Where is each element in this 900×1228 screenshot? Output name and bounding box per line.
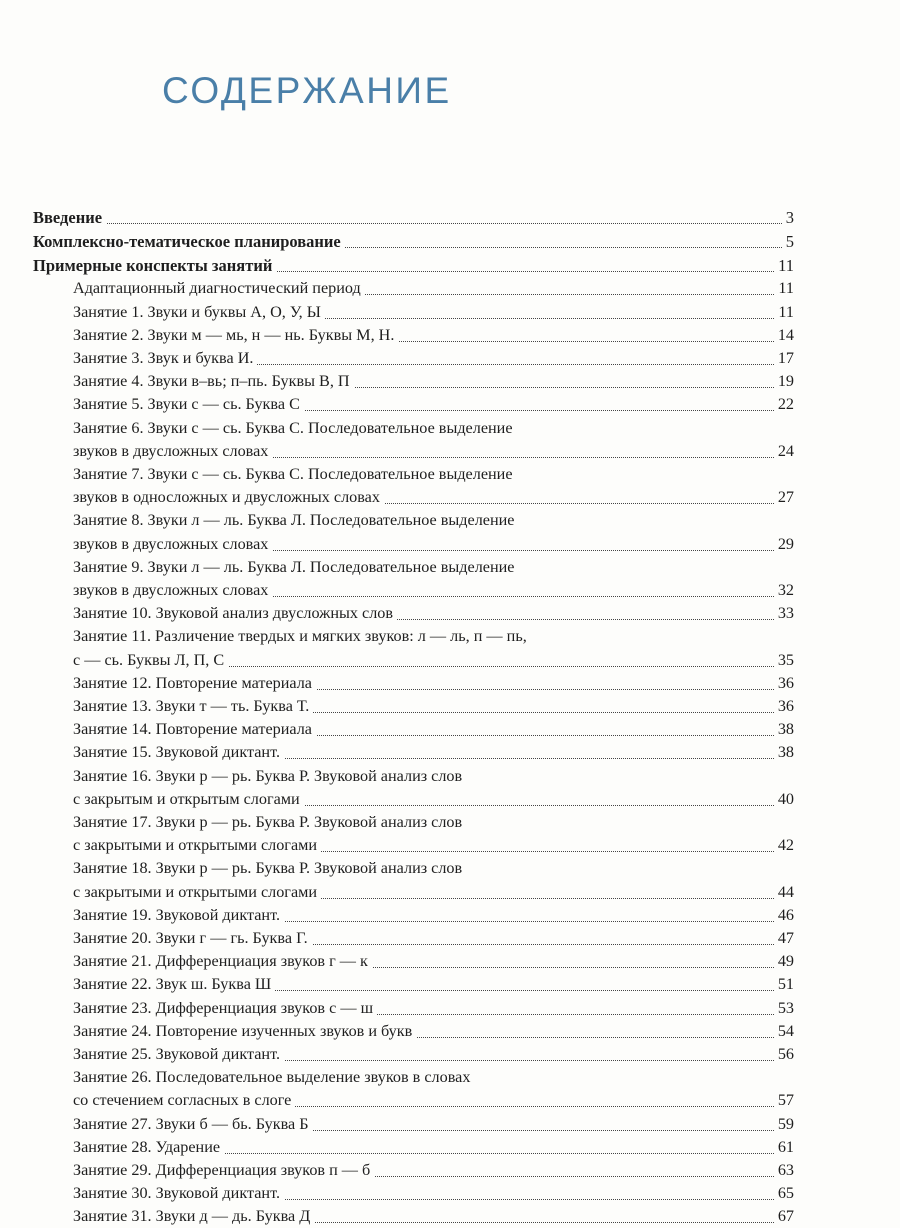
toc-entry-line xyxy=(0,695,900,718)
toc-page-number: 47 xyxy=(774,927,794,950)
toc-entry-line xyxy=(0,1043,900,1066)
toc-entry-label: Занятие 25. Звуковой диктант. xyxy=(73,1043,284,1066)
toc-entry-line xyxy=(0,463,900,486)
toc-entry-label: Занятие 11. Различение твердых и мягких звуков: л — ль, п — пь, xyxy=(73,625,531,648)
toc-page-number: 24 xyxy=(774,440,794,463)
toc-page-number: 11 xyxy=(774,301,794,324)
toc-entry-label: Занятие 20. Звуки г — гь. Буква Г. xyxy=(73,927,312,950)
toc-page-number: 57 xyxy=(774,1089,794,1112)
toc-page-number: 56 xyxy=(774,1043,794,1066)
toc-entry-label: Занятие 7. Звуки с — сь. Буква С. Последовательное выделение xyxy=(73,463,517,486)
toc-entry-line xyxy=(0,277,900,300)
toc-entry-label: Занятие 28. Ударение xyxy=(73,1136,224,1159)
toc-entry-label: с закрытыми и открытыми слогами xyxy=(73,834,321,857)
toc-page-number: 40 xyxy=(774,788,794,811)
toc-page-number: 22 xyxy=(774,393,794,416)
toc-entry-label: Занятие 18. Звуки р — рь. Буква Р. Звуковой анализ слов xyxy=(73,857,466,880)
toc-entry-label: Занятие 10. Звуковой анализ двусложных слов xyxy=(73,602,397,625)
toc-entry-label: Занятие 24. Повторение изученных звуков и букв xyxy=(73,1020,416,1043)
toc-entry-line xyxy=(0,718,900,741)
toc-entry-label: Занятие 27. Звуки б — бь. Буква Б xyxy=(73,1113,313,1136)
toc-entry-line xyxy=(0,602,900,625)
toc-entry-line xyxy=(0,1089,900,1112)
toc-page-number: 17 xyxy=(774,347,794,370)
toc-page-number: 42 xyxy=(774,834,794,857)
toc-page-number: 35 xyxy=(774,649,794,672)
toc-entry-line xyxy=(0,1182,900,1205)
toc-page-number: 46 xyxy=(774,904,794,927)
toc-entry-label: Занятие 31. Звуки д — дь. Буква Д xyxy=(73,1205,314,1228)
toc-page-number: 63 xyxy=(774,1159,794,1182)
toc-page-number: 49 xyxy=(774,950,794,973)
toc-entry-label: Примерные конспекты занятий xyxy=(33,254,276,277)
toc-entry-label: Занятие 4. Звуки в–вь; п–пь. Буквы В, П xyxy=(73,370,354,393)
toc-page-number: 36 xyxy=(774,672,794,695)
toc-entry-line xyxy=(0,765,900,788)
toc-entry-label: Занятие 3. Звук и буква И. xyxy=(73,347,257,370)
toc-entry-label: со стечением согласных в слоге xyxy=(73,1089,295,1112)
toc-entry-label: Занятие 17. Звуки р — рь. Буква Р. Звуковой анализ слов xyxy=(73,811,466,834)
toc-page-number: 11 xyxy=(774,277,794,300)
toc-entry-line xyxy=(0,230,900,253)
toc-page-number: 61 xyxy=(774,1136,794,1159)
toc-entry-label: Занятие 5. Звуки с — сь. Буква С xyxy=(73,393,304,416)
toc-entry-line xyxy=(0,857,900,880)
toc-entry-line xyxy=(0,811,900,834)
toc-entry-label: с закрытым и открытым слогами xyxy=(73,788,304,811)
toc-entry-line xyxy=(0,440,900,463)
toc-page-number: 51 xyxy=(774,973,794,996)
toc-entry-line xyxy=(0,927,900,950)
toc-entry-label: Занятие 13. Звуки т — ть. Буква Т. xyxy=(73,695,313,718)
toc-page-number: 3 xyxy=(782,206,794,229)
toc-entry-label: Занятие 16. Звуки р — рь. Буква Р. Звуковой анализ слов xyxy=(73,765,466,788)
toc-entry-line xyxy=(0,1159,900,1182)
toc-entry-label: звуков в двусложных словах xyxy=(73,579,272,602)
toc-entry-label: Занятие 26. Последовательное выделение звуков в словах xyxy=(73,1066,474,1089)
toc-entry-line xyxy=(0,625,900,648)
toc-page-number: 38 xyxy=(774,741,794,764)
toc-entry-line xyxy=(0,1205,900,1228)
toc-entry-label: Занятие 29. Дифференциация звуков п — б xyxy=(73,1159,374,1182)
toc-entry-label: Занятие 22. Звук ш. Буква Ш xyxy=(73,973,275,996)
toc-entry-line xyxy=(0,301,900,324)
toc-entry-line xyxy=(0,347,900,370)
toc-page-number: 32 xyxy=(774,579,794,602)
toc-entry-line xyxy=(0,393,900,416)
toc-entry-label: Занятие 9. Звуки л — ль. Буква Л. Последовательное выделение xyxy=(73,556,519,579)
toc-page-number: 5 xyxy=(782,230,794,253)
toc-page-number: 14 xyxy=(774,324,794,347)
toc-entry-label: Занятие 30. Звуковой диктант. xyxy=(73,1182,284,1205)
toc-entry-label: Занятие 6. Звуки с — сь. Буква С. Последовательное выделение xyxy=(73,417,517,440)
toc-entry-label: Адаптационный диагностический период xyxy=(73,277,365,300)
page-title: СОДЕРЖАНИЕ xyxy=(162,70,452,111)
toc-entry-label: Занятие 15. Звуковой диктант. xyxy=(73,741,284,764)
toc-page-number: 44 xyxy=(774,881,794,904)
toc-entry-line xyxy=(0,417,900,440)
toc-entry-line xyxy=(0,741,900,764)
toc-page-number: 53 xyxy=(774,997,794,1020)
toc-entry-label: Занятие 23. Дифференциация звуков с — ш xyxy=(73,997,377,1020)
toc-entry-label: Занятие 19. Звуковой диктант. xyxy=(73,904,284,927)
toc-entry-line xyxy=(0,649,900,672)
toc-entry-label: звуков в двусложных словах xyxy=(73,533,272,556)
toc-entry-line xyxy=(0,370,900,393)
toc-page-number: 38 xyxy=(774,718,794,741)
toc-page-number: 11 xyxy=(774,254,794,277)
toc-entry-line xyxy=(0,788,900,811)
toc-entry-label: Занятие 14. Повторение материала xyxy=(73,718,316,741)
toc-entry-label: Занятие 12. Повторение материала xyxy=(73,672,316,695)
toc-entry-line xyxy=(0,997,900,1020)
toc-page-number: 36 xyxy=(774,695,794,718)
toc-entry-label: Занятие 2. Звуки м — мь, н — нь. Буквы М, Н. xyxy=(73,324,398,347)
toc-page-number: 59 xyxy=(774,1113,794,1136)
toc-page-number: 67 xyxy=(774,1205,794,1228)
toc-entry-label: с — сь. Буквы Л, П, С xyxy=(73,649,228,672)
toc-entry-label: с закрытыми и открытыми слогами xyxy=(73,881,321,904)
toc-entry-line xyxy=(0,206,900,229)
toc-entry-line xyxy=(0,1020,900,1043)
toc-page-number: 27 xyxy=(774,486,794,509)
toc-entry-line xyxy=(0,1113,900,1136)
toc-entry-line xyxy=(0,556,900,579)
toc-entry-label: Занятие 1. Звуки и буквы А, О, У, Ы xyxy=(73,301,325,324)
toc-entry-label: звуков в односложных и двусложных словах xyxy=(73,486,384,509)
toc-entry-line xyxy=(0,533,900,556)
toc-entry-line xyxy=(0,904,900,927)
toc-page-number: 54 xyxy=(774,1020,794,1043)
toc-entry-line xyxy=(0,254,900,277)
toc-entry-line xyxy=(0,834,900,857)
toc-entry-line xyxy=(0,509,900,532)
toc-entry-label: Введение xyxy=(33,206,106,229)
toc-entry-line xyxy=(0,973,900,996)
toc-entry-label: Занятие 8. Звуки л — ль. Буква Л. Последовательное выделение xyxy=(73,509,519,532)
toc-entry-label: Занятие 21. Дифференциация звуков г — к xyxy=(73,950,372,973)
toc-entry-line xyxy=(0,1066,900,1089)
toc-page-number: 65 xyxy=(774,1182,794,1205)
toc-entry-line xyxy=(0,950,900,973)
toc-page-number: 29 xyxy=(774,533,794,556)
toc-page-number: 33 xyxy=(774,602,794,625)
toc-entry-line xyxy=(0,324,900,347)
toc-entry-line xyxy=(0,672,900,695)
toc-entry-line xyxy=(0,881,900,904)
toc-entry-line xyxy=(0,1136,900,1159)
toc-dot-leader xyxy=(33,206,794,224)
toc-entry-line xyxy=(0,579,900,602)
toc-entry-line xyxy=(0,486,900,509)
toc-entry-label: Комплексно-тематическое планирование xyxy=(33,230,345,253)
toc-entry-label: звуков в двусложных словах xyxy=(73,440,272,463)
toc-page-number: 19 xyxy=(774,370,794,393)
